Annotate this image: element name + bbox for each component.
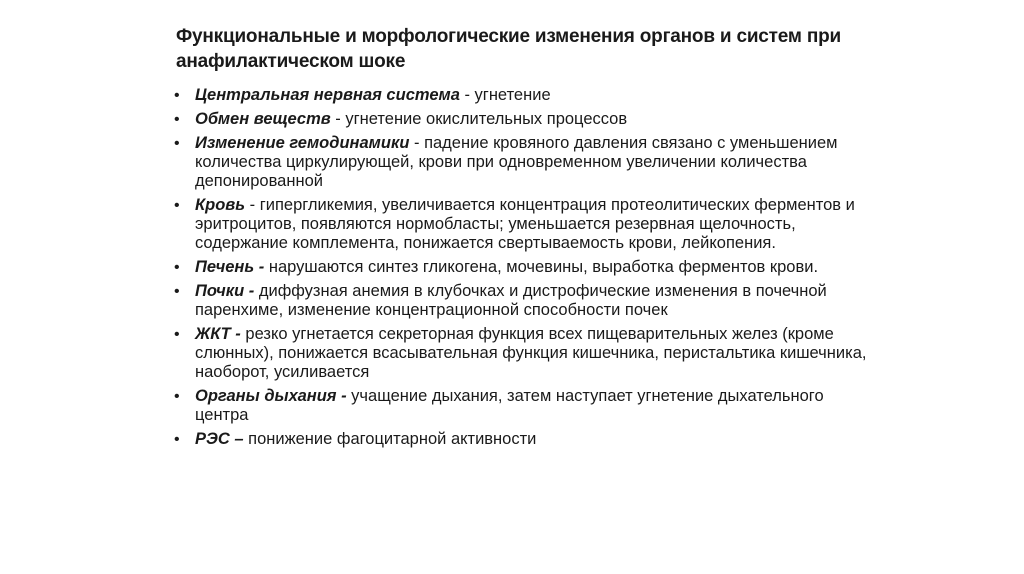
bullet-dot: •	[174, 283, 180, 300]
list-item-cns	[174, 86, 874, 105]
item-text: резко угнетается секреторная функция всех пищеварительных желез (кроме слюнных), понижается всасывательная функция кишечника, перистальтика кишечника, наоборот, усиливается	[195, 325, 867, 381]
item-term: Изменение гемодинамики	[195, 134, 410, 152]
bullet-dot: •	[174, 431, 180, 448]
item-term: Почки -	[195, 282, 255, 300]
item-term: РЭС –	[195, 430, 244, 448]
item-text: нарушаются синтез гликогена, мочевины, выработка ферментов крови.	[264, 258, 819, 276]
bullet-dot: •	[174, 135, 180, 152]
item-text: - падение кровяного давления связано с уменьшением количества циркулирующей, крови при одновременном увеличении количества депонированной	[195, 134, 838, 190]
bullet-dot: •	[174, 259, 180, 276]
item-text: понижение фагоцитарной активности	[243, 430, 537, 448]
list-item-gi-tract	[174, 325, 874, 382]
list-item-blood	[174, 196, 874, 253]
item-text: учащение дыхания, затем наступает угнетение дыхательного центра	[195, 387, 824, 424]
item-term: Кровь	[195, 196, 246, 214]
item-text: диффузная анемия в клубочках и дистрофические изменения в почечной паренхиме, изменение концентрационной способности почек	[195, 282, 827, 319]
item-term: Органы дыхания -	[195, 387, 347, 405]
item-text: - угнетение	[459, 86, 551, 104]
list-item-hemodynamics	[174, 134, 874, 191]
list-item-kidneys	[174, 282, 874, 320]
list-item-respiratory	[174, 387, 874, 425]
bullet-dot: •	[174, 326, 180, 343]
item-term: Обмен веществ	[195, 110, 331, 128]
list-item-liver	[174, 258, 874, 277]
list-item-res	[174, 430, 874, 449]
bullet-dot: •	[174, 388, 180, 405]
item-term: ЖКТ -	[195, 325, 241, 343]
bullet-list	[174, 86, 874, 454]
bullet-dot: •	[174, 87, 180, 104]
item-text: - угнетение окислительных процессов	[330, 110, 628, 128]
slide-title: Функциональные и морфологические изменения органов и систем при анафилактическом шоке	[176, 26, 841, 72]
bullet-dot: •	[174, 111, 180, 128]
item-term: Печень -	[195, 258, 265, 276]
item-text: - гипергликемия, увеличивается концентрация протеолитических ферментов и эритроцитов, появляются нормобласты; уменьшается резервная щелочность, содержание комплемента, понижается свертываемость крови, лейкопения.	[195, 196, 855, 252]
bullet-dot: •	[174, 197, 180, 214]
item-term: Центральная нервная система	[195, 86, 460, 104]
list-item-metabolism	[174, 110, 874, 129]
